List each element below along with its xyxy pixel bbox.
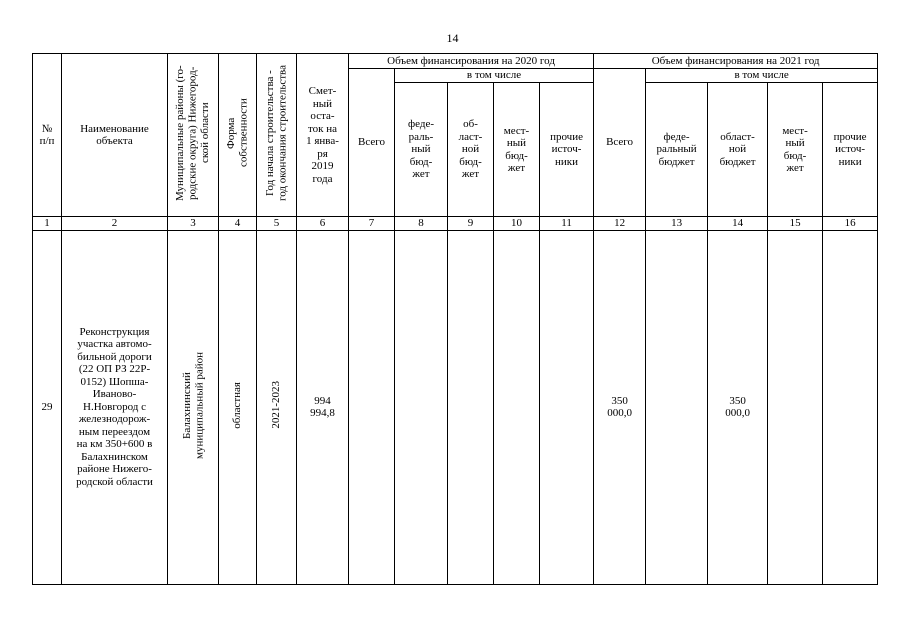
column-number-row (33, 217, 878, 231)
column-number: 1 (33, 217, 62, 231)
header-fin-2020: Объем финансирования на 2020 год (349, 54, 594, 69)
header-loc-2020: мест- ный бюд- жет (494, 83, 540, 217)
table-row (33, 230, 878, 584)
row-fed-2021 (646, 230, 708, 584)
column-number: 11 (540, 217, 594, 231)
column-number: 13 (646, 217, 708, 231)
header-estimate: Смет- ный оста- ток на 1 янва- ря 2019 года (297, 54, 349, 217)
page-number: 14 (446, 31, 459, 45)
column-number: 14 (708, 217, 768, 231)
header-municipality: Муниципальные районы (го- родские округа) Нижегород- ской области (174, 65, 212, 202)
row-years-cell (257, 230, 297, 584)
header-reg-2020: об- ласт- ной бюд- жет (448, 83, 494, 217)
header-total-2021: Всего (594, 69, 646, 217)
header-oth-2020: прочие источ- ники (540, 83, 594, 217)
row-fed-2020 (395, 230, 448, 584)
column-number: 8 (395, 217, 448, 231)
header-loc-2021: мест- ный бюд- жет (768, 83, 823, 217)
row-oth-2021 (823, 230, 878, 584)
row-total-2020 (349, 230, 395, 584)
column-number: 16 (823, 217, 878, 231)
header-years-cell (257, 54, 297, 217)
header-num: № п/п (33, 54, 62, 217)
row-municipality-cell (168, 230, 219, 584)
column-number: 2 (62, 217, 168, 231)
header-total-2020: Всего (349, 69, 395, 217)
row-loc-2021 (768, 230, 823, 584)
header-incl-2021: в том числе (646, 69, 878, 83)
column-number: 10 (494, 217, 540, 231)
financing-table (32, 53, 878, 585)
column-number: 3 (168, 217, 219, 231)
header-ownership: Форма собственности (225, 98, 250, 168)
column-number: 6 (297, 217, 349, 231)
column-number: 4 (219, 217, 257, 231)
header-name: Наименование объекта (62, 54, 168, 217)
header-oth-2021: прочие источ- ники (823, 83, 878, 217)
row-num: 29 (33, 230, 62, 584)
row-reg-2020 (448, 230, 494, 584)
row-loc-2020 (494, 230, 540, 584)
header-incl-2020: в том числе (395, 69, 594, 83)
row-object-name: Реконструкция участка автомо- бильной дороги (22 ОП РЗ 22Р- 0152) Шопша- Иваново- Н.Новгород с железнодорож- ным переездом на км 350+600 в Балахнинском районе Нижего- родской области (62, 230, 168, 584)
column-number: 9 (448, 217, 494, 231)
row-municipality: Балахнинский муниципальный район (180, 351, 205, 459)
row-years: 2021-2023 (270, 381, 283, 430)
header-fed-2021: феде- ральный бюджет (646, 83, 708, 217)
header-fin-2021: Объем финансирования на 2021 год (594, 54, 878, 69)
column-number: 12 (594, 217, 646, 231)
header-ownership-cell (219, 54, 257, 217)
column-number: 15 (768, 217, 823, 231)
row-total-2021: 350 000,0 (594, 230, 646, 584)
column-number: 5 (257, 217, 297, 231)
column-number: 7 (349, 217, 395, 231)
row-estimate: 994 994,8 (297, 230, 349, 584)
row-reg-2021: 350 000,0 (708, 230, 768, 584)
header-fed-2020: феде- раль- ный бюд- жет (395, 83, 448, 217)
header-municipality-cell (168, 54, 219, 217)
row-ownership: областная (231, 381, 244, 429)
header-reg-2021: област- ной бюджет (708, 83, 768, 217)
row-oth-2020 (540, 230, 594, 584)
header-years: Год начала строительства - год окончания строительства (264, 65, 289, 202)
row-ownership-cell (219, 230, 257, 584)
